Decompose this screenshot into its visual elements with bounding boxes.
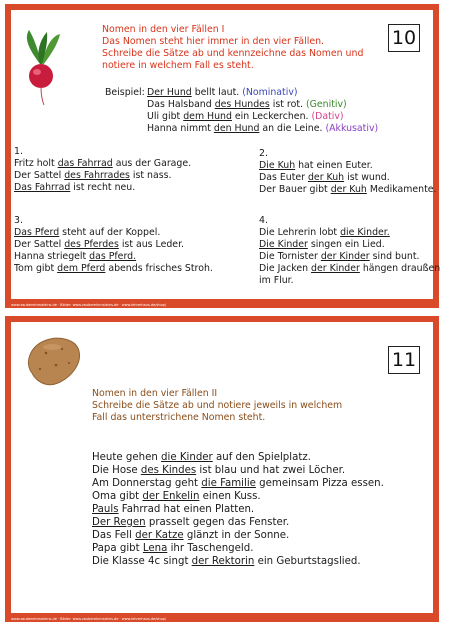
radish-illustration (20, 28, 62, 106)
instruction-line: Das Nomen steht hier immer in den vier Fällen. (102, 36, 325, 47)
case-label-nominativ: (Nominativ) (242, 87, 298, 98)
sentence: Der Sattel des Pferdes ist aus Leder. (14, 239, 185, 250)
card-number-box: 11 (388, 346, 420, 374)
card-number-box: 10 (388, 24, 420, 52)
card-footer: www.zaubereinmaleins.de · Bilder: www.zaubereinmaleins.de · www.lehrerhaus.de/shop/ (11, 303, 167, 307)
sentence: Oma gibt der Enkelin einen Kuss. (92, 491, 261, 502)
task-card-11-body (11, 322, 433, 613)
case-label-akkusativ: (Akkusativ) (325, 123, 379, 134)
sentence: Das Pferd steht auf der Koppel. (14, 227, 161, 238)
exercise-4-label: 4. (259, 215, 268, 226)
sentence: Am Donnerstag geht die Familie gemeinsam Pizza essen. (92, 478, 384, 489)
sentence: Das Fahrrad ist recht neu. (14, 182, 136, 193)
sentence: Das Euter der Kuh ist wund. (259, 172, 390, 183)
task-card-10-body (11, 10, 441, 299)
sentence: Die Kinder singen ein Lied. (259, 239, 385, 250)
sentence: Fritz holt das Fahrrad aus der Garage. (14, 158, 192, 169)
example-sentence: Uli gibt dem Hund ein Leckerchen. (Dativ) (147, 111, 344, 122)
exercise-1-label: 1. (14, 146, 23, 157)
exercise-2-label: 2. (259, 148, 268, 159)
sentence: Die Tornister der Kinder sind bunt. (259, 251, 420, 262)
sentence: Die Jacken der Kinder hängen draußen (259, 263, 441, 274)
sentence: Der Regen prasselt gegen das Fenster. (92, 517, 290, 528)
instruction-title: Nomen in den vier Fällen II (92, 388, 218, 399)
task-card-10 (5, 4, 439, 308)
sentence: Tom gibt dem Pferd abends frisches Stroh. (14, 263, 213, 274)
task-card-11 (5, 316, 439, 622)
example-sentence: Hanna nimmt den Hund an die Leine. (Akkusativ) (147, 123, 379, 134)
case-label-genitiv: (Genitiv) (305, 99, 347, 110)
sentence: Heute gehen die Kinder auf den Spielplatz. (92, 452, 311, 463)
sentence: Die Hose des Kindes ist blau und hat zwei Löcher. (92, 465, 346, 476)
sentence: Hanna striegelt das Pferd. (14, 251, 137, 262)
sentence: Papa gibt Lena ihr Taschengeld. (92, 543, 254, 554)
case-label-dativ: (Dativ) (311, 111, 344, 122)
card-footer: www.zaubereinmaleins.de · Bilder: www.zaubereinmaleins.de · www.lehrerhaus.de/shop/ (11, 617, 167, 621)
sentence: Die Klasse 4c singt der Rektorin ein Geburtstagslied. (92, 556, 361, 567)
sentence: Der Bauer gibt der Kuh Medikamente. (259, 184, 437, 195)
instruction-line: Schreibe die Sätze ab und kennzeichne das Nomen und (102, 48, 364, 59)
example-sentence: Der Hund bellt laut. (Nominativ) (147, 87, 298, 98)
sentence: Die Lehrerin lobt die Kinder. (259, 227, 390, 238)
sentence: Das Fell der Katze glänzt in der Sonne. (92, 530, 290, 541)
sentence: Die Kuh hat einen Euter. (259, 160, 373, 171)
instruction-title: Nomen in den vier Fällen I (102, 24, 225, 35)
exercise-3-label: 3. (14, 215, 23, 226)
sentence: Der Sattel des Fahrrades ist nass. (14, 170, 172, 181)
potato-illustration (22, 333, 82, 389)
example-label: Beispiel: (105, 87, 145, 98)
instruction-line: notiere in welchem Fall es steht. (102, 60, 254, 71)
sentence: im Flur. (259, 275, 294, 286)
instruction-line: Schreibe die Sätze ab und notiere jeweils in welchem (92, 400, 343, 411)
sentence: Pauls Fahrrad hat einen Platten. (92, 504, 255, 515)
instruction-line: Fall das unterstrichene Nomen steht. (92, 412, 266, 423)
example-sentence: Das Halsband des Hundes ist rot. (Genitiv) (147, 99, 347, 110)
